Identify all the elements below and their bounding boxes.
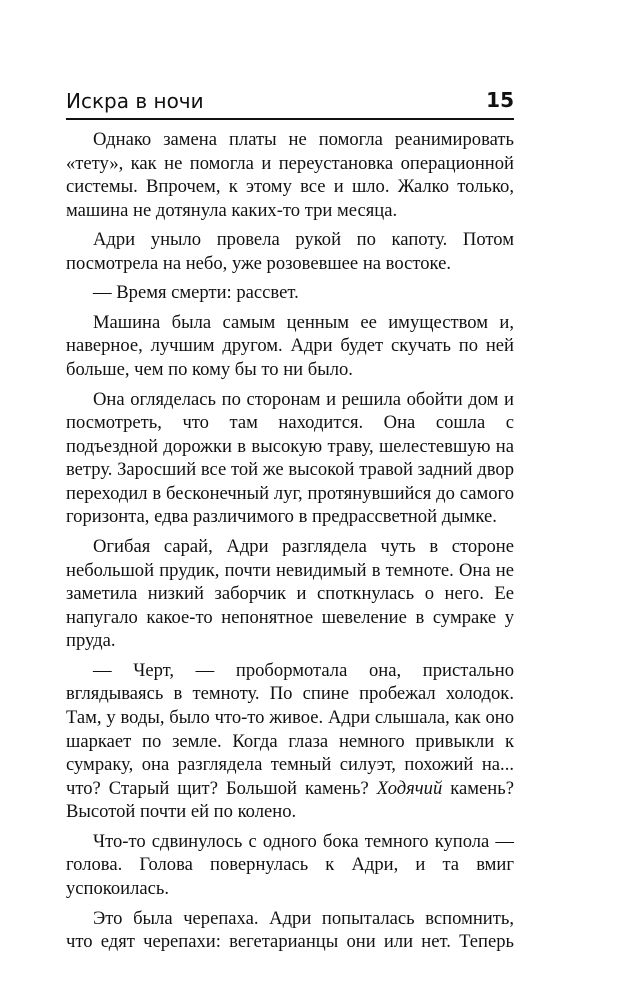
paragraph: Машина была самым ценным ее имуществом и, наверное, лучшим другом. Адри будет скучать по ней больше, чем по кому бы то ни было. <box>66 311 514 381</box>
page-number: 15 <box>486 88 514 112</box>
paragraph-continued: Это была черепаха. Адри попыталась вспомнить, что едят черепахи: вегетарианцы они или нет. Теперь <box>66 907 514 953</box>
paragraph: Однако замена платы не помогла реанимировать «тету», как не помогла и переустановка операционной системы. Впрочем, к этому все и шло. Жалко только, машина не дотянула каких-то три месяца. <box>66 129 514 221</box>
header-rule <box>66 118 514 120</box>
paragraph: Она огляделась по сторонам и решила обойти дом и посмотреть, что там находится. Она сошла с подъездной дорожки в высокую траву, шелестевшую на ветру. Заросший все той же высокой травой задний двор переходил в бесконечный луг, протянувшийся до самого горизонта, едва различимого в предрассветной дымке. <box>66 388 514 528</box>
body-text <box>66 128 514 960</box>
paragraph: Огибая сарай, Адри разглядела чуть в стороне небольшой прудик, почти невидимый в темноте. Она не заметила низкий заборчик и споткнулась о него. Ее напугало какое-то непонятное шевеление в сумраке у пруда. <box>66 535 514 652</box>
paragraph-text: камень? Высотой почти ей по колено. <box>66 777 514 823</box>
italic-word: Ходячий <box>376 777 443 799</box>
paragraph: Что-то сдвинулось с одного бока темного купола — голова. Голова повернулась к Адри, и та вмиг успокоилась. <box>66 830 514 900</box>
paragraph <box>66 659 514 824</box>
paragraph: Адри уныло провела рукой по капоту. Потом посмотрела на небо, уже розовевшее на востоке. <box>66 229 514 274</box>
paragraph: — Время смерти: рассвет. <box>93 282 299 304</box>
running-header <box>66 88 514 116</box>
running-title: Искра в ночи <box>66 89 204 113</box>
paragraph-text: — Черт, — пробормотала она, пристально вглядываясь в темноту. По спине пробежал холодок. Там, у воды, было что-то живое. Адри слышала, как оно шаркает по земле. Когда глаза немного привыкли к сумраку, она разглядела темный силуэт, похожий на... что? Старый щит? Большой камень? <box>66 659 514 799</box>
